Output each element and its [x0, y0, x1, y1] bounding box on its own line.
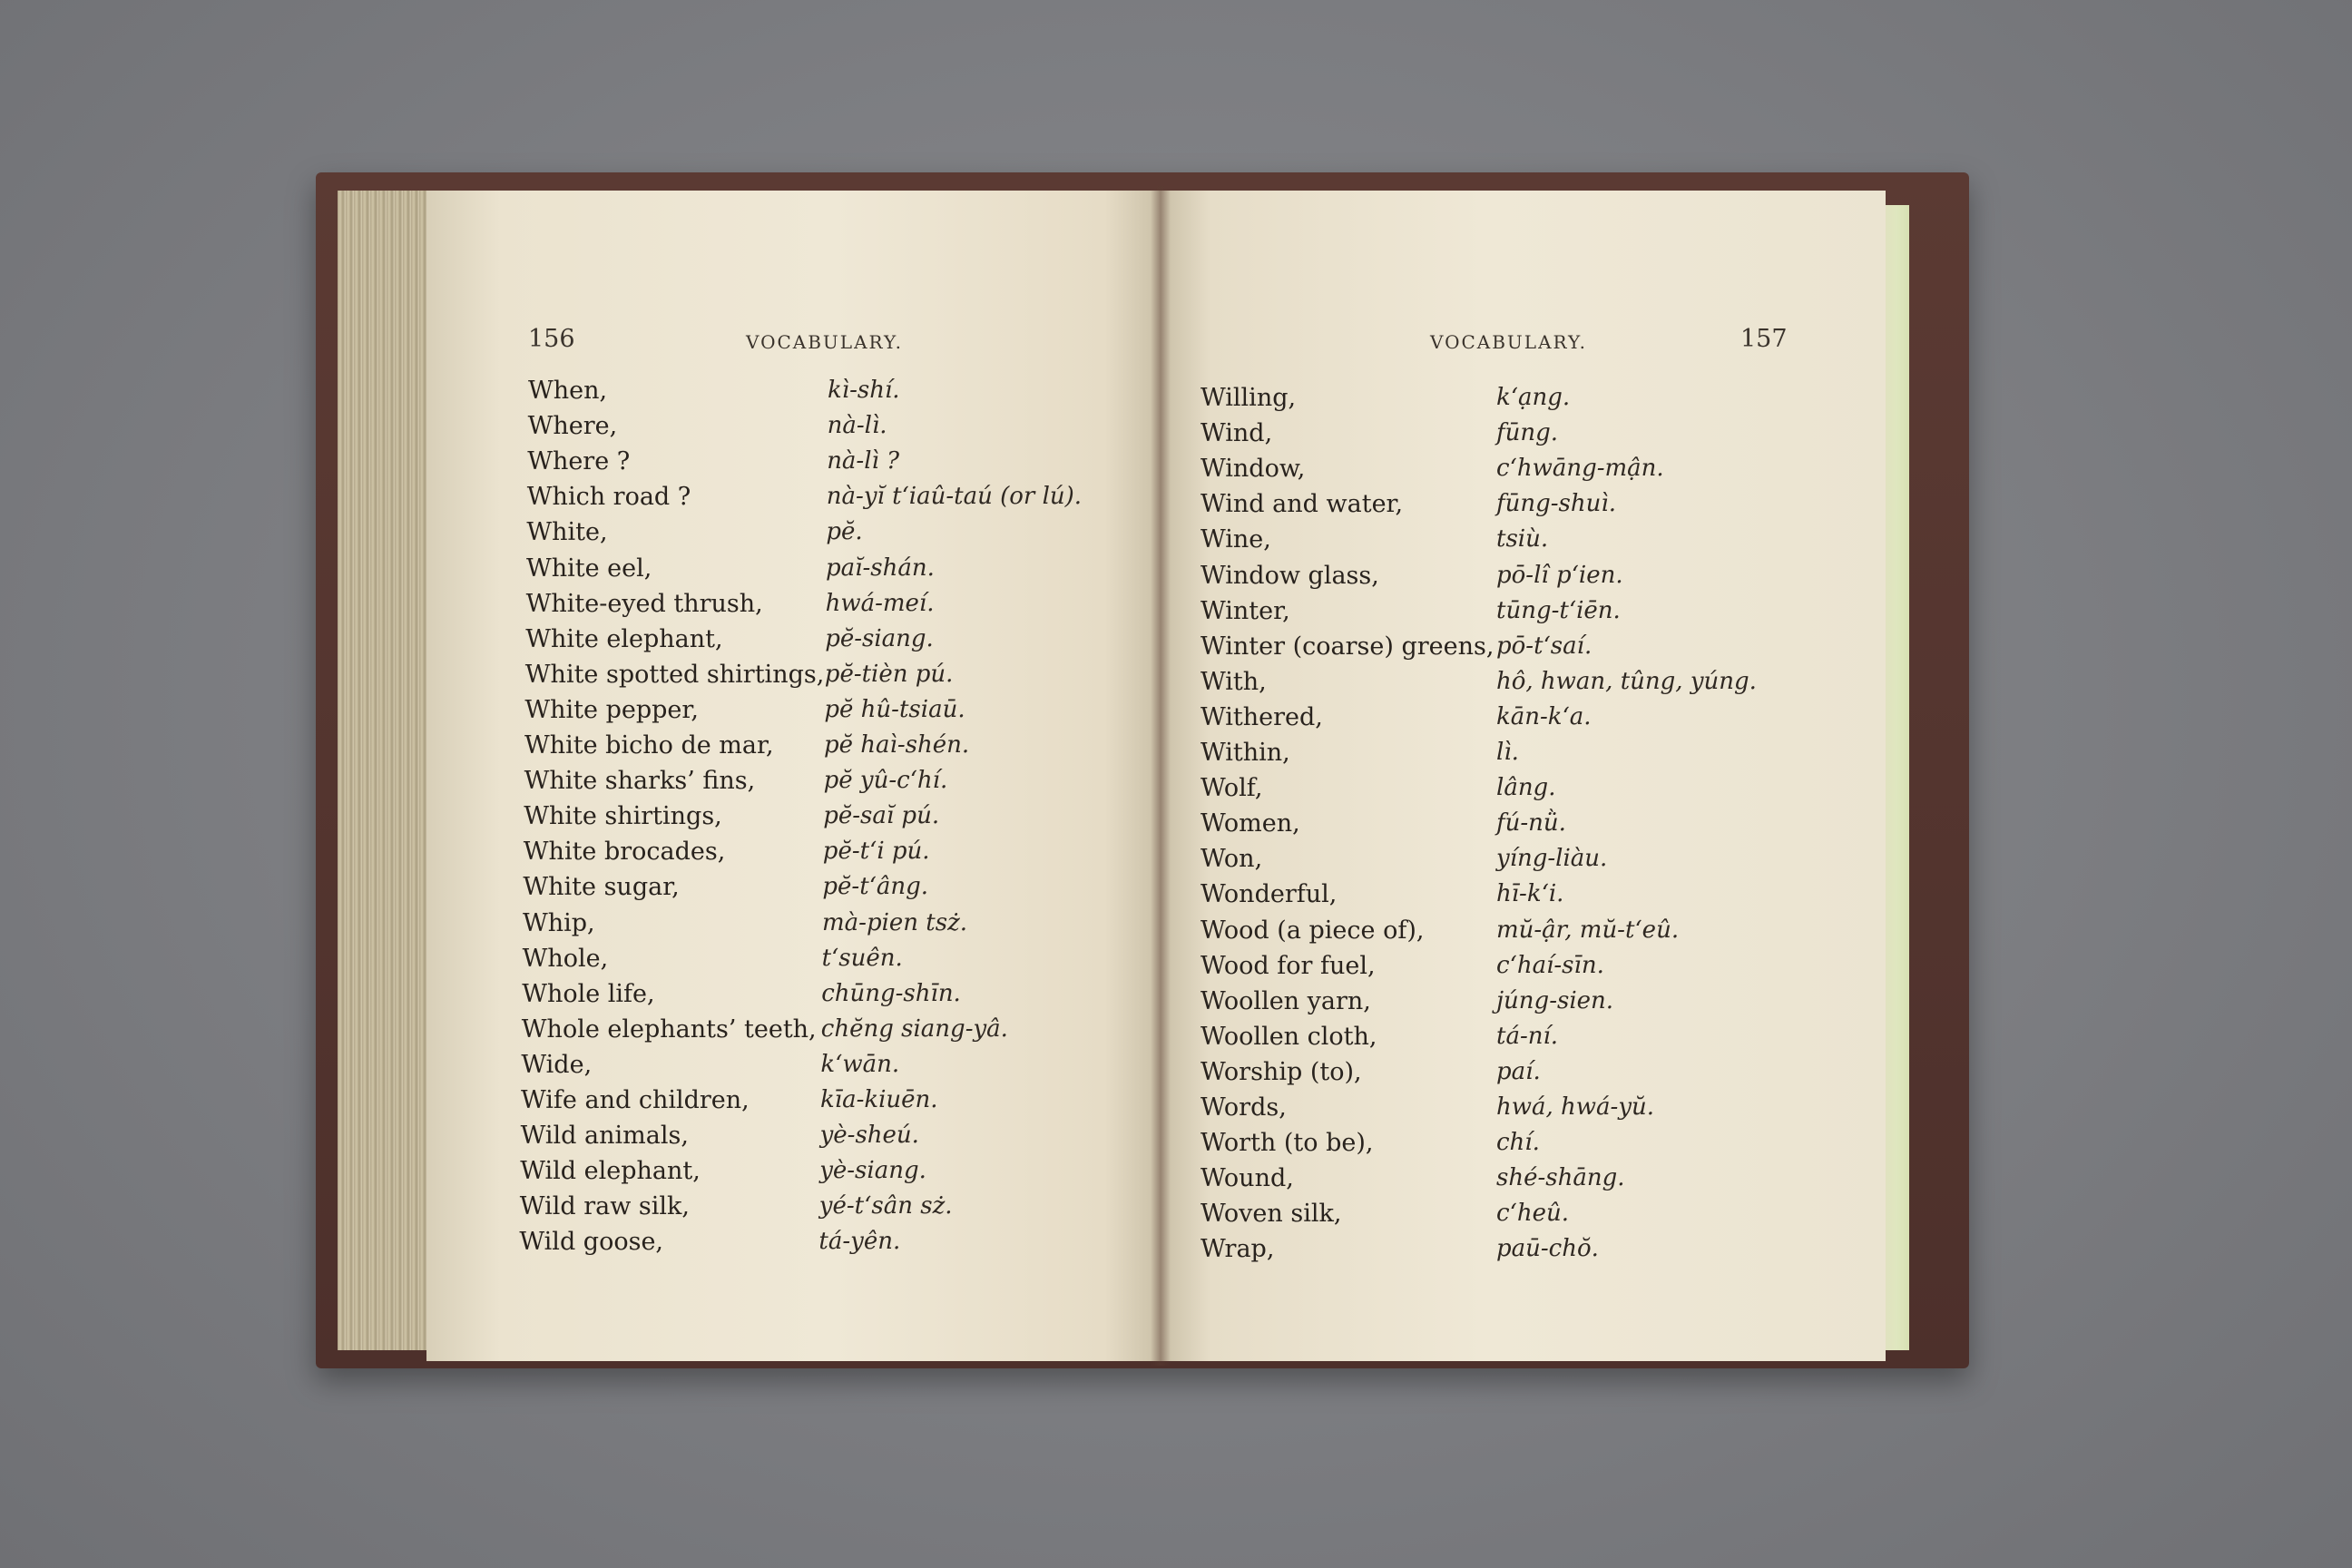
vocabulary-entry [1200, 809, 1926, 845]
vocabulary-translation: nà-lì. [827, 412, 887, 440]
vocabulary-term: Woollen cloth, [1200, 1022, 1377, 1051]
vocabulary-term: White brocades, [523, 838, 726, 867]
vocabulary-term: Wound, [1200, 1164, 1294, 1193]
vocabulary-translation: yè-siang. [819, 1157, 926, 1185]
vocabulary-entry [521, 1122, 1258, 1157]
vocabulary-entry [522, 1015, 1259, 1051]
vocabulary-term: White, [526, 518, 608, 547]
vocabulary-translation: tūng-t‘iēn. [1496, 596, 1621, 624]
page-edges-left [338, 191, 437, 1350]
vocabulary-term: Whip, [523, 908, 595, 937]
vocabulary-translation: pĕ-t‘âng. [822, 873, 929, 901]
vocabulary-entry [1200, 1235, 1926, 1270]
vocabulary-translation: k‘ạng. [1496, 384, 1571, 411]
vocabulary-term: Won, [1200, 845, 1263, 874]
vocabulary-translation: júng-sien. [1496, 986, 1614, 1014]
left-page-number: 156 [528, 325, 575, 353]
vocabulary-entry [1200, 384, 1926, 419]
vocabulary-translation: yíng-liàu. [1496, 845, 1608, 873]
vocabulary-translation: pĕ-siang. [825, 624, 934, 652]
right-vocabulary-list [1160, 191, 1886, 1361]
vocabulary-translation: shé-shāng. [1496, 1164, 1625, 1192]
vocabulary-translation: hwá-meí. [825, 589, 935, 617]
right-page-number: 157 [1740, 325, 1788, 353]
vocabulary-translation: nà-yĭ t‘iaû-taú (or lú). [826, 483, 1083, 511]
vocabulary-translation: fūng-shuì. [1496, 490, 1616, 518]
vocabulary-term: Where, [527, 412, 618, 441]
vocabulary-translation: kīa-kiuēn. [820, 1086, 938, 1113]
vocabulary-term: White-eyed thrush, [525, 589, 763, 618]
vocabulary-term: Wild raw silk, [519, 1192, 690, 1221]
vocabulary-translation: t‘suên. [821, 944, 903, 972]
vocabulary-entry [1200, 845, 1926, 880]
vocabulary-translation: hô, hwan, tûng, yúng. [1496, 667, 1757, 695]
vocabulary-term: When, [528, 377, 608, 405]
vocabulary-term: Wild goose, [519, 1228, 664, 1257]
vocabulary-entry [1200, 1164, 1926, 1200]
vocabulary-term: Wolf, [1200, 774, 1263, 803]
vocabulary-translation: paĭ-shán. [826, 554, 935, 582]
vocabulary-entry [1200, 703, 1926, 739]
vocabulary-translation: hī-k‘i. [1496, 880, 1564, 908]
vocabulary-term: White elephant, [525, 624, 723, 653]
vocabulary-translation: tá-yên. [818, 1228, 901, 1256]
vocabulary-entry [1200, 455, 1926, 490]
vocabulary-term: Window, [1200, 455, 1306, 484]
vocabulary-term: White pepper, [524, 695, 699, 724]
vocabulary-entry [1200, 525, 1926, 561]
left-running-head: VOCABULARY. [746, 331, 903, 353]
vocabulary-translation: yè-sheú. [819, 1122, 919, 1150]
vocabulary-term: Women, [1200, 809, 1300, 838]
vocabulary-term: Winter (coarse) greens, [1200, 632, 1494, 661]
vocabulary-term: Wrap, [1200, 1235, 1275, 1264]
vocabulary-translation: k‘wān. [820, 1050, 900, 1078]
vocabulary-translation: paū-chŏ. [1496, 1235, 1599, 1263]
vocabulary-entry [523, 838, 1263, 874]
vocabulary-term: Whole elephants’ teeth, [521, 1014, 817, 1044]
vocabulary-term: Words, [1200, 1093, 1287, 1122]
vocabulary-term: Wonderful, [1200, 880, 1338, 909]
vocabulary-entry [1200, 1129, 1926, 1164]
vocabulary-term: Woollen yarn, [1200, 986, 1371, 1015]
vocabulary-term: Window glass, [1200, 561, 1379, 590]
vocabulary-entry [522, 980, 1259, 1015]
vocabulary-entry [1200, 1023, 1926, 1058]
vocabulary-term: With, [1200, 667, 1267, 696]
vocabulary-translation: lì. [1496, 739, 1519, 766]
vocabulary-entry [1200, 774, 1926, 809]
vocabulary-translation: pō-t‘saí. [1496, 632, 1592, 660]
vocabulary-entry [1200, 916, 1926, 952]
vocabulary-translation: pĕ-tièn pú. [824, 660, 954, 688]
vocabulary-term: Wine, [1200, 525, 1271, 554]
vocabulary-term: Wind and water, [1200, 490, 1404, 519]
vocabulary-entry [520, 1192, 1257, 1228]
vocabulary-translation: chí. [1496, 1129, 1540, 1157]
vocabulary-translation: chūng-shīn. [821, 979, 961, 1007]
vocabulary-entry [1200, 1200, 1926, 1235]
vocabulary-translation: pō-lî p‘ien. [1496, 561, 1623, 589]
vocabulary-translation: pĕ-t‘i pú. [822, 838, 930, 866]
vocabulary-entry [520, 1157, 1257, 1192]
vocabulary-entry [1200, 562, 1926, 597]
vocabulary-entry [1200, 632, 1926, 668]
vocabulary-entry [523, 873, 1259, 908]
vocabulary-entry [1200, 490, 1926, 525]
vocabulary-entry [1200, 597, 1926, 632]
vocabulary-entry [521, 1051, 1258, 1086]
vocabulary-translation: kì-shí. [828, 377, 900, 404]
vocabulary-term: Withered, [1200, 702, 1323, 731]
vocabulary-entry [523, 909, 1259, 945]
right-page [1160, 191, 1886, 1361]
vocabulary-entry [1200, 739, 1926, 774]
vocabulary-translation: tá-ní. [1496, 1022, 1559, 1050]
vocabulary-translation: pĕ-saĭ pú. [823, 802, 940, 830]
vocabulary-translation: paí. [1496, 1057, 1541, 1085]
vocabulary-term: Worth (to be), [1200, 1129, 1374, 1158]
vocabulary-translation: c‘haí-sīn. [1496, 951, 1604, 979]
vocabulary-term: Wide, [521, 1050, 593, 1079]
vocabulary-term: Willing, [1200, 384, 1297, 412]
vocabulary-term: White sugar, [523, 873, 680, 902]
book-gutter [1151, 186, 1171, 1366]
right-running-head: VOCABULARY. [1430, 331, 1587, 353]
vocabulary-term: Wind, [1200, 419, 1273, 448]
vocabulary-translation: lâng. [1496, 774, 1556, 802]
vocabulary-translation: nà-lì ? [827, 447, 900, 475]
vocabulary-term: White shirtings, [524, 802, 722, 831]
vocabulary-term: Wood for fuel, [1200, 951, 1376, 980]
vocabulary-entry [1200, 880, 1926, 916]
vocabulary-term: White sharks’ fins, [524, 767, 756, 796]
vocabulary-translation: pĕ. [826, 518, 863, 546]
vocabulary-term: Woven silk, [1200, 1200, 1342, 1229]
left-vocabulary-list [426, 191, 1163, 1361]
vocabulary-translation: c‘hwāng-mận. [1496, 455, 1664, 483]
vocabulary-translation: pĕ yû-c‘hí. [823, 767, 948, 795]
vocabulary-entry [1200, 419, 1926, 455]
vocabulary-entry [521, 1086, 1258, 1122]
vocabulary-term: Within, [1200, 739, 1290, 767]
vocabulary-translation: chĕng siang-yâ. [820, 1014, 1008, 1043]
vocabulary-translation: fú-nǜ. [1496, 809, 1566, 838]
vocabulary-entry [1200, 952, 1926, 987]
vocabulary-entry [519, 1228, 1256, 1263]
vocabulary-translation: fūng. [1496, 419, 1559, 447]
vocabulary-translation: mà-pien tsż. [822, 908, 968, 936]
vocabulary-term: Which road ? [526, 483, 691, 512]
vocabulary-term: Where ? [527, 447, 631, 476]
vocabulary-term: Wood (a piece of), [1200, 916, 1425, 945]
vocabulary-entry [1200, 1093, 1926, 1129]
left-page [426, 191, 1163, 1361]
vocabulary-entry [1200, 987, 1926, 1023]
vocabulary-translation: tsiù. [1496, 525, 1549, 554]
vocabulary-entry [1200, 1058, 1926, 1093]
vocabulary-entry [1200, 668, 1926, 703]
vocabulary-term: Wife and children, [521, 1086, 750, 1114]
vocabulary-term: White eel, [526, 554, 652, 583]
vocabulary-translation: hwá, hwá-yŭ. [1496, 1093, 1655, 1121]
vocabulary-translation: kān-k‘a. [1496, 702, 1592, 730]
vocabulary-translation: pĕ haì-shén. [824, 731, 970, 759]
vocabulary-translation: c‘heû. [1496, 1200, 1569, 1228]
vocabulary-entry [523, 945, 1259, 980]
vocabulary-term: Winter, [1200, 596, 1290, 625]
vocabulary-term: Wild animals, [520, 1122, 689, 1151]
vocabulary-term: Worship (to), [1200, 1057, 1362, 1086]
vocabulary-translation: yé-t‘sân sż. [818, 1192, 953, 1220]
vocabulary-term: Wild elephant, [520, 1157, 701, 1186]
vocabulary-term: Whole life, [522, 979, 655, 1008]
vocabulary-term: Whole, [522, 944, 609, 973]
vocabulary-term: White spotted shirtings, [524, 660, 825, 689]
vocabulary-translation: pĕ hû-tsiaū. [824, 695, 965, 723]
vocabulary-translation: mŭ-ậr, mŭ-t‘eû. [1496, 916, 1680, 944]
vocabulary-term: White bicho de mar, [524, 731, 774, 760]
